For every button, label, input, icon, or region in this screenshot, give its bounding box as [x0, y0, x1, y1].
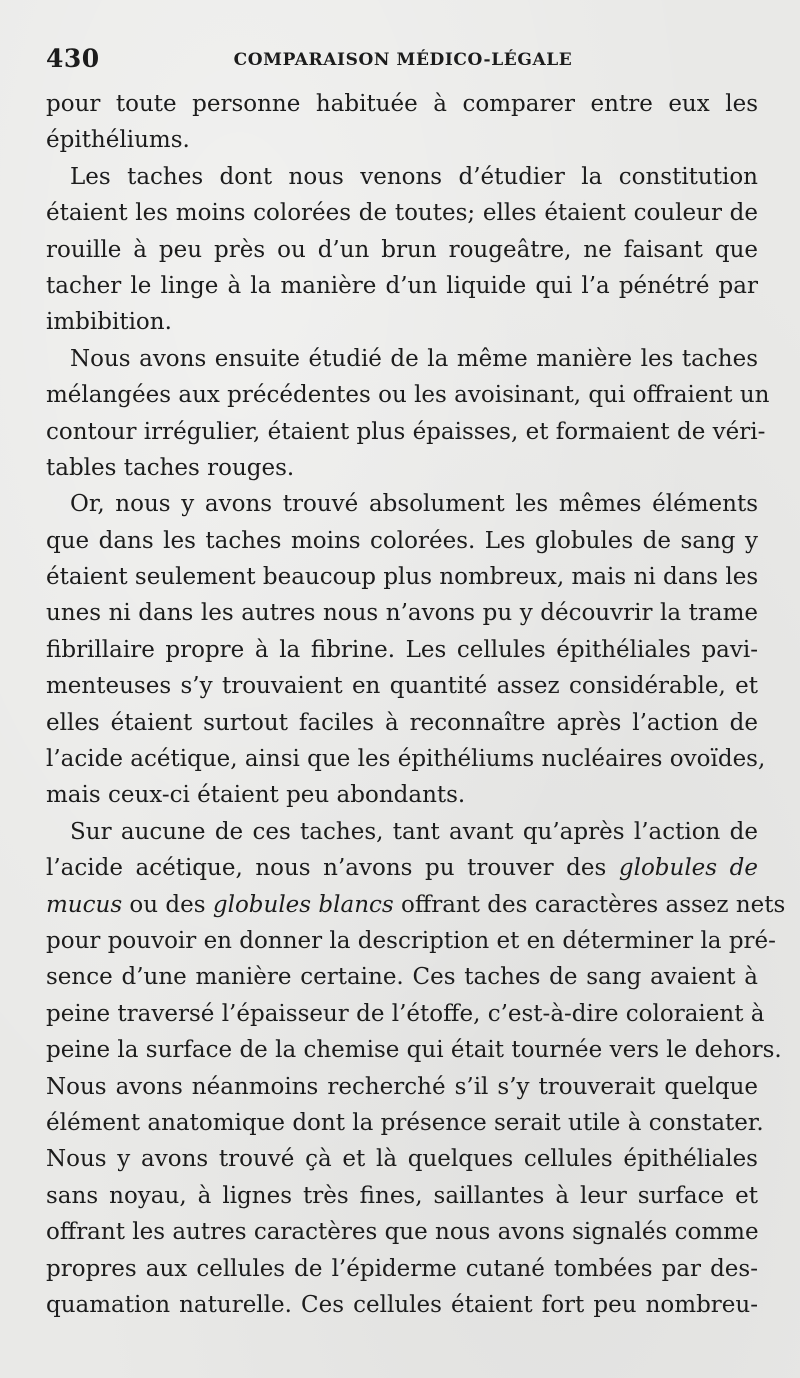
- page-number: 430: [46, 44, 100, 73]
- text-segment: offrant des caractères assez nets: [393, 891, 786, 918]
- text-line: Sur aucune de ces taches, tant avant qu’après l’action de: [70, 818, 758, 845]
- text-line: fibrillaire propre à la fibrine. Les cellules épithéliales pavi-: [46, 636, 758, 663]
- italic-term: globules blancs: [212, 891, 394, 918]
- text-line: que dans les taches moins colorées. Les globules de sang y: [46, 527, 758, 554]
- text-line: pour pouvoir en donner la description et en déterminer la pré-: [46, 927, 776, 954]
- text-line: l’acide acétique, ainsi que les épithéliums nucléaires ovoïdes,: [46, 746, 766, 773]
- text-line: offrant les autres caractères que nous avons signalés comme: [46, 1219, 759, 1246]
- text-line: imbibition.: [46, 309, 172, 336]
- text-line: étaient seulement beaucoup plus nombreux, mais ni dans les: [46, 564, 759, 591]
- text-line: rouille à peu près ou d’un brun rougeâtre, ne faisant que: [46, 236, 758, 263]
- text-line: étaient les moins colorées de toutes; elles étaient couleur de: [46, 200, 758, 227]
- italic-term: globules de: [618, 855, 758, 882]
- text-line: unes ni dans les autres nous n’avons pu y découvrir la trame: [46, 600, 758, 627]
- italic-term: mucus: [46, 891, 123, 918]
- text-segment: ou des: [122, 891, 213, 918]
- text-segment: l’acide acétique, nous n’avons pu trouver des: [46, 855, 619, 882]
- body-text: [46, 86, 786, 1323]
- text-line: élément anatomique dont la présence serait utile à constater.: [46, 1109, 764, 1136]
- text-line: [46, 887, 786, 923]
- page-header: [46, 44, 760, 78]
- text-line: contour irrégulier, étaient plus épaisses, et formaient de véri-: [46, 418, 766, 445]
- text-line: [46, 850, 758, 886]
- text-line: Nous y avons trouvé çà et là quelques cellules épithéliales: [46, 1146, 758, 1173]
- text-line: Nous avons néanmoins recherché s’il s’y trouverait quelque: [46, 1073, 758, 1100]
- text-line: mais ceux-ci étaient peu abondants.: [46, 782, 466, 809]
- text-line: Or, nous y avons trouvé absolument les mêmes éléments: [70, 491, 758, 518]
- running-head: COMPARAISON MÉDICO-LÉGALE: [233, 50, 573, 70]
- text-line: menteuses s’y trouvaient en quantité assez considérable, et: [46, 673, 758, 700]
- text-line: Les taches dont nous venons d’étudier la constitution: [70, 163, 758, 190]
- text-line: Nous avons ensuite étudié de la même manière les taches: [70, 345, 758, 372]
- text-line: propres aux cellules de l’épiderme cutané tombées par des-: [46, 1255, 758, 1282]
- text-line: sence d’une manière certaine. Ces taches de sang avaient à: [46, 964, 758, 991]
- text-line: pour toute personne habituée à comparer entre eux les: [46, 91, 758, 117]
- text-line: mélangées aux précédentes ou les avoisinant, qui offraient un: [46, 382, 770, 409]
- text-line: tables taches rouges.: [46, 454, 295, 481]
- text-line: sans noyau, à lignes très fines, saillantes à leur surface et: [46, 1182, 758, 1209]
- text-line: tacher le linge à la manière d’un liquide qui l’a pénétré par: [46, 272, 758, 299]
- text-line: quamation naturelle. Ces cellules étaient fort peu nombreu-: [46, 1291, 758, 1318]
- text-line: peine la surface de la chemise qui était tournée vers le dehors.: [46, 1037, 782, 1064]
- text-line: elles étaient surtout faciles à reconnaître après l’action de: [46, 709, 758, 736]
- text-line: peine traversé l’épaisseur de l’étoffe, c’est-à-dire coloraient à: [46, 1000, 765, 1027]
- text-line: épithéliums.: [46, 127, 190, 154]
